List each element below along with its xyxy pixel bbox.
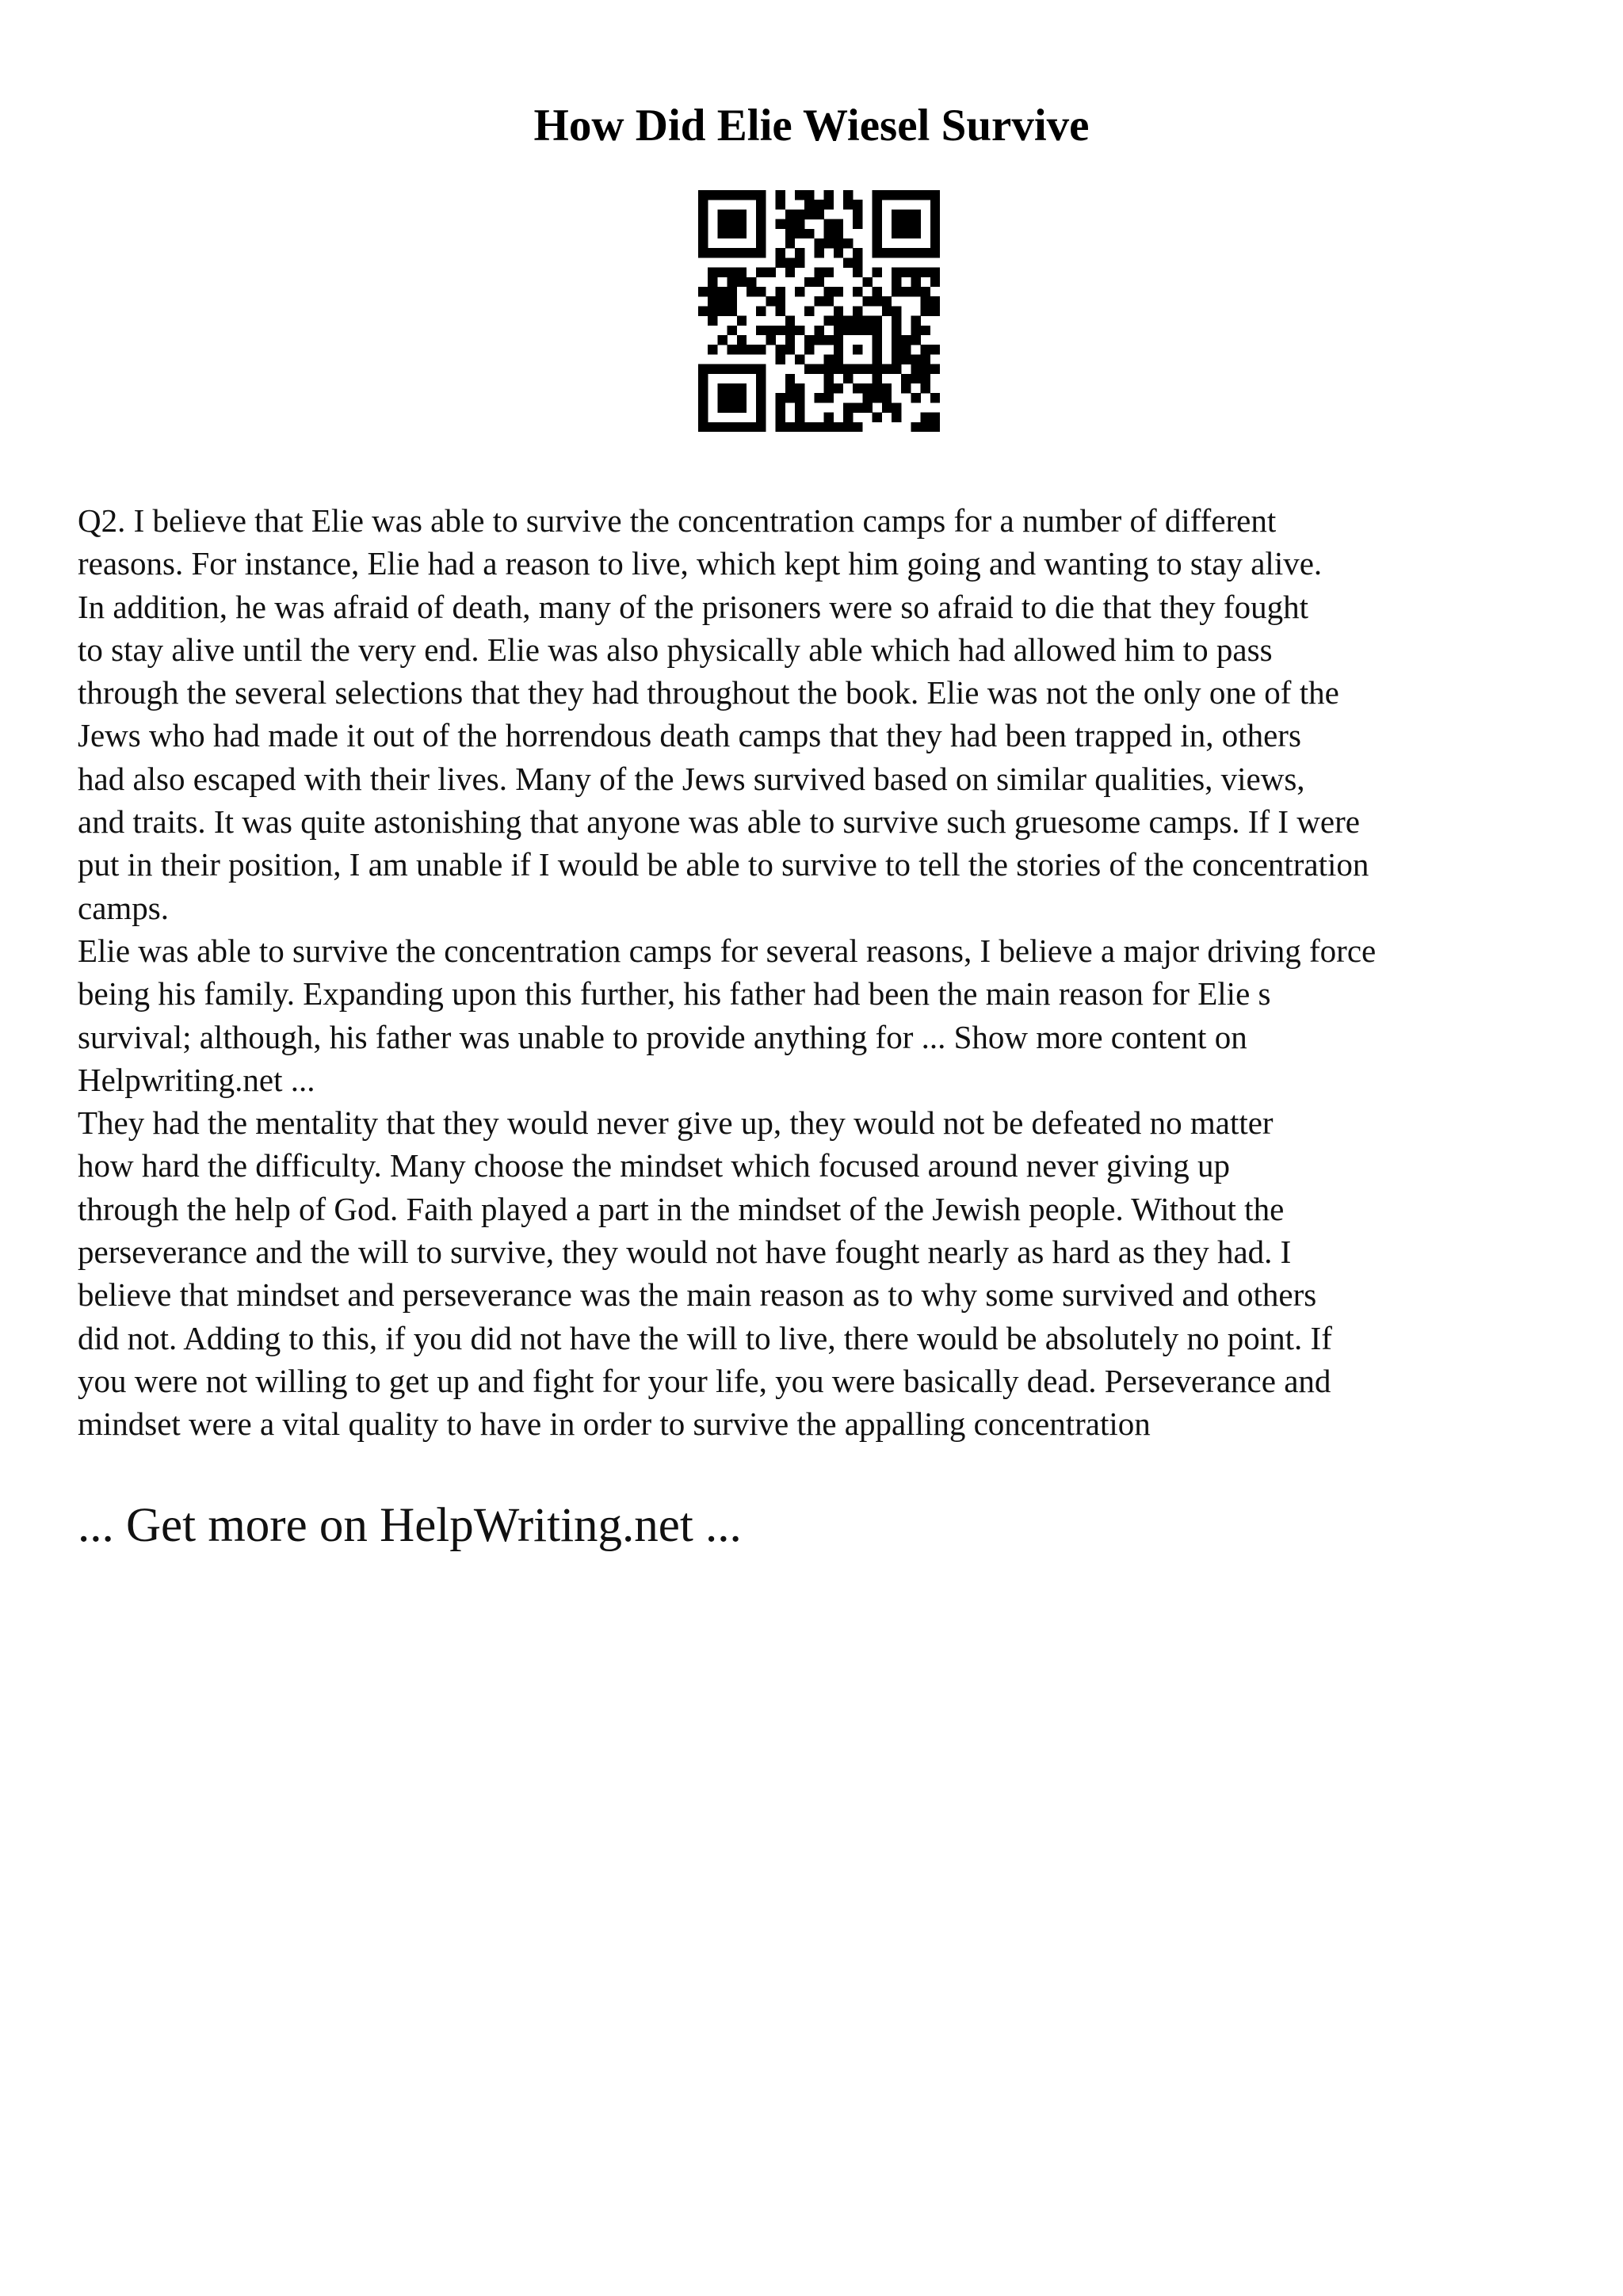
document-title: How Did Elie Wiesel Survive bbox=[533, 101, 1090, 151]
body-line: Q2. I believe that Elie was able to survive the concentration camps for a number of different bbox=[78, 502, 1277, 539]
body-line: being his family. Expanding upon this further, his father had been the main reason for Elie s bbox=[78, 975, 1271, 1013]
body-line: survival; although, his father was unable to provide anything for ... Show more content on bbox=[78, 1018, 1247, 1055]
body-line: perseverance and the will to survive, they would not have fought nearly as hard as they had. I bbox=[78, 1234, 1292, 1271]
body-line: believe that mindset and perseverance was the main reason as to why some survived and others bbox=[78, 1276, 1317, 1314]
body-line: Helpwriting.net ... bbox=[78, 1061, 315, 1098]
body-paragraph bbox=[78, 929, 1568, 1101]
body-line: mindset were a vital quality to have in order to survive the appalling concentration bbox=[78, 1405, 1151, 1443]
body-line: and traits. It was quite astonishing that anyone was able to survive such gruesome camps. If I were bbox=[78, 803, 1360, 841]
body-line: had also escaped with their lives. Many of the Jews survived based on similar qualities, views, bbox=[78, 760, 1305, 797]
body-line: reasons. For instance, Elie had a reason to live, which kept him going and wanting to stay alive. bbox=[78, 545, 1323, 582]
body-line: through the several selections that they had throughout the book. Elie was not the only one of the bbox=[78, 674, 1339, 711]
qr-code-icon bbox=[698, 190, 940, 432]
body-paragraph bbox=[78, 499, 1568, 929]
body-line: you were not willing to get up and fight for your life, you were basically dead. Perseverance and bbox=[78, 1362, 1331, 1399]
body-line: Elie was able to survive the concentration camps for several reasons, I believe a major driving force bbox=[78, 932, 1377, 969]
body-line: Jews who had made it out of the horrendous death camps that they had been trapped in, others bbox=[78, 717, 1301, 754]
body-line: did not. Adding to this, if you did not have the will to live, there would be absolutely no point. If bbox=[78, 1319, 1332, 1356]
body-line: In addition, he was afraid of death, many of the prisoners were so afraid to die that they fought bbox=[78, 588, 1308, 625]
helpwriting-link[interactable]: ... Get more on HelpWriting.net ... bbox=[78, 1499, 742, 1552]
body-line: put in their position, I am unable if I would be able to survive to tell the stories of the concentration bbox=[78, 846, 1369, 883]
body-line: through the help of God. Faith played a part in the mindset of the Jewish people. Without the bbox=[78, 1190, 1285, 1227]
body-line: They had the mentality that they would never give up, they would not be defeated no matter bbox=[78, 1104, 1274, 1142]
body-line: camps. bbox=[78, 889, 169, 926]
body-line: to stay alive until the very end. Elie was also physically able which had allowed him to pass bbox=[78, 631, 1273, 668]
body-line: how hard the difficulty. Many choose the mindset which focused around never giving up bbox=[78, 1147, 1231, 1184]
document-body bbox=[78, 499, 1568, 1446]
body-paragraph bbox=[78, 1101, 1568, 1445]
